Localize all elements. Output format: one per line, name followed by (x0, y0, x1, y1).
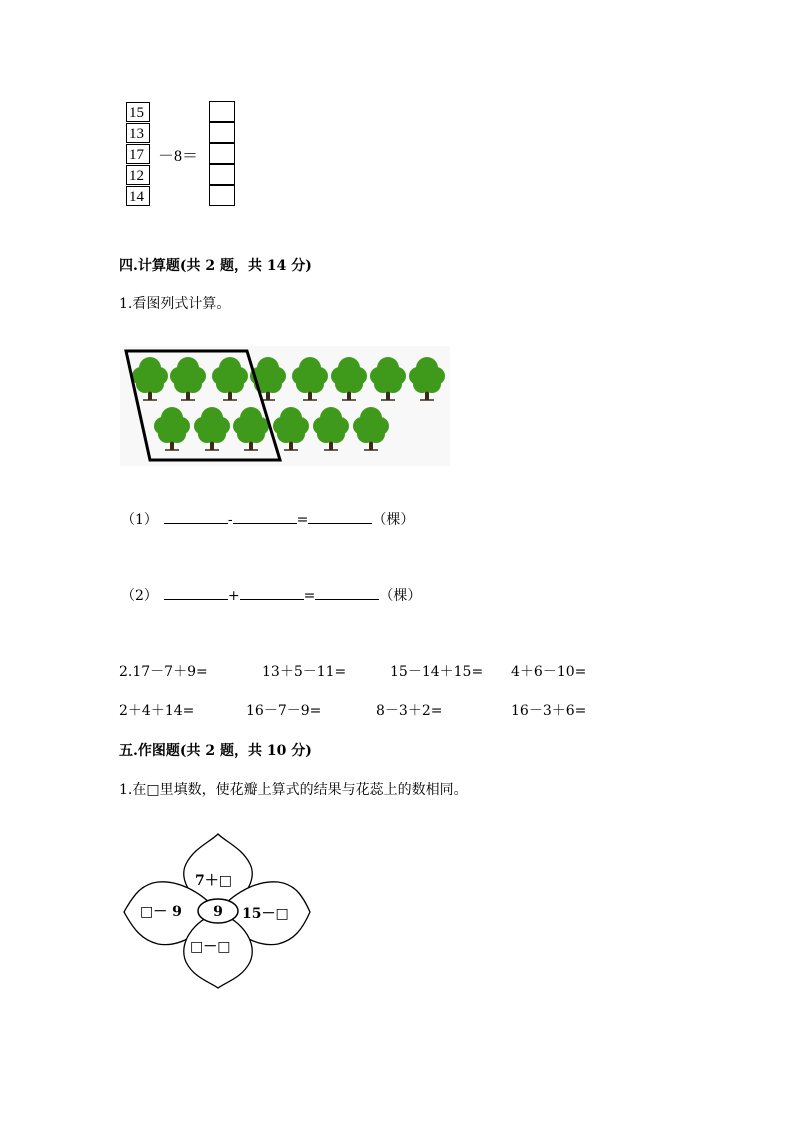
petal-bottom-expression: □－□ (190, 939, 231, 955)
line-suffix: （棵） (379, 588, 422, 604)
calc-item: 16－3＋6= (511, 703, 587, 719)
calc-item: 16－7－9= (246, 703, 322, 719)
line-prefix: （1） (121, 512, 158, 528)
question-text: 1.看图列式计算。 (119, 296, 231, 312)
line-suffix: （棵） (372, 512, 415, 528)
operator: + (227, 588, 240, 604)
blank[interactable] (308, 509, 372, 524)
tree-picture (120, 346, 450, 466)
operator: - (227, 512, 233, 528)
blank[interactable] (240, 585, 304, 600)
answer-box[interactable] (209, 101, 235, 122)
fill-line-1 (121, 509, 414, 529)
answer-box[interactable] (209, 185, 235, 206)
blank[interactable] (233, 509, 297, 524)
number-cell: 12 (126, 165, 150, 185)
calc-item: 2.17－7＋9= (119, 664, 208, 680)
question-text: 1.在□里填数，使花瓣上算式的结果与花蕊上的数相同。 (119, 782, 468, 798)
number-cell: 15 (126, 102, 150, 122)
calc-item: 13＋5－11= (262, 664, 347, 680)
section-heading: 五.作图题(共 2 题，共 10 分) (119, 743, 312, 759)
operator-text: －8＝ (158, 148, 199, 165)
blank[interactable] (164, 585, 228, 600)
center-number: 9 (213, 904, 223, 920)
number-cell: 14 (126, 186, 150, 206)
calc-item: 8－3＋2= (376, 703, 443, 719)
answer-box[interactable] (209, 143, 235, 164)
number-cell: 13 (126, 123, 150, 143)
operator: = (303, 588, 316, 604)
number-cell: 17 (126, 144, 150, 164)
answer-box[interactable] (209, 122, 235, 143)
petal-right-expression: 15－□ (242, 906, 289, 922)
fill-line-2 (121, 585, 421, 605)
petal-top-expression: 7＋□ (195, 873, 232, 889)
answer-box[interactable] (209, 164, 235, 185)
operator: = (296, 512, 309, 528)
calc-item: 15－14＋15= (390, 664, 484, 680)
blank[interactable] (164, 509, 228, 524)
calc-item: 4＋6－10= (511, 664, 587, 680)
section-heading: 四.计算题(共 2 题，共 14 分) (119, 258, 312, 274)
petal-left-expression: □－ 9 (140, 904, 182, 920)
picture-background (120, 346, 450, 466)
calc-item: 2＋4＋14= (119, 703, 195, 719)
blank[interactable] (315, 585, 379, 600)
line-prefix: （2） (121, 588, 158, 604)
flower-diagram (120, 830, 316, 992)
